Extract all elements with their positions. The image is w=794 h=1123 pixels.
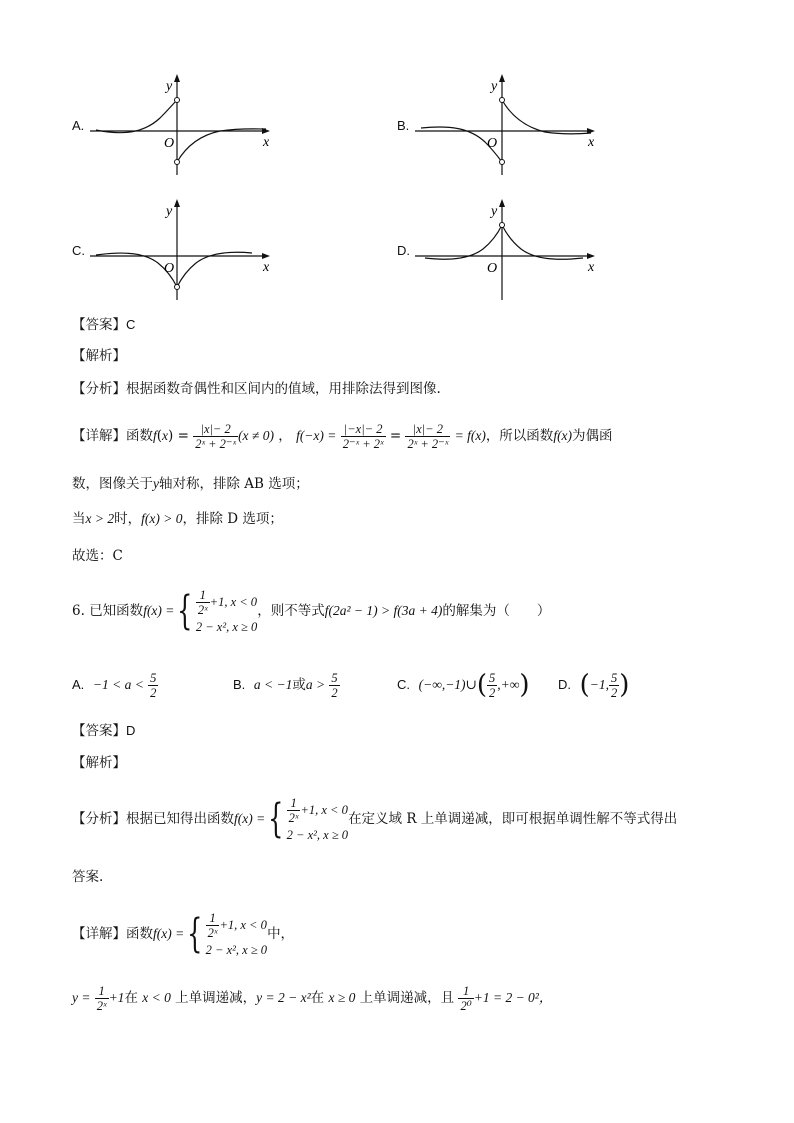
q5-xiangjie-line: 【详解】 函数 f ( x ) = $\frac{|x|- 2}{\text{2ˣ + 2⁻ˣ}}$ (x ≠ 0) ， f(−x) = $\frac{|-x|- 2}{\text{2⁻ˣ + 2ˣ}}$ = $\frac{|x|- 2}{\text{2ˣ + 2⁻ˣ}}$ = f(x) ，所以函数 f(x) 为偶函: [72, 421, 613, 451]
xj-x: x: [162, 428, 169, 443]
option-b-label: B.: [397, 118, 410, 133]
q5-fenxi: [72, 380, 441, 398]
xj-fmx: f(−x) =: [296, 428, 337, 443]
q5-analysis-tag: 【解析】: [72, 348, 126, 364]
answer-value: C: [126, 317, 136, 332]
q5-line3: 当x > 2时，f(x) > 0，排除 D 选项；: [72, 511, 283, 527]
q5-answer: [72, 316, 135, 334]
xj-fx-end: = f(x): [454, 428, 486, 443]
q6-fenxi-c: 答案.: [72, 869, 104, 885]
fraction-3: $\frac{|x|- 2}{\text{2ˣ + 2⁻ˣ}}$: [407, 421, 449, 451]
graph-d: [415, 195, 605, 305]
fraction-2: $\frac{|-x|- 2}{\text{2⁻ˣ + 2ˣ}}$: [342, 421, 384, 451]
piecewise-cases: $\frac{1}{\text{2ˣ}}$ +1, x < 0 2 − x², x ≥ 0: [195, 587, 258, 634]
xj-cond: (x ≠ 0): [238, 428, 274, 443]
xiangjie-tag: 【详解】: [72, 428, 126, 444]
xj-f: f: [153, 428, 157, 443]
q6-number: 6.: [72, 603, 85, 619]
q6-answer: 【答案】D: [72, 723, 136, 739]
y-axis-label: y: [491, 79, 498, 94]
q5-line2: 数，图像关于y轴对称，排除 AB 选项；: [72, 476, 309, 492]
y-axis-label: y: [491, 204, 498, 219]
q6-stem: 6. 已知函数 f(x) = { $\frac{1}{\text{2ˣ}}$ +1, x < 0 2 − x², x ≥ 0 ，则不等式 f(2a² − 1) > f(3a + 4) 的解集为（ ）: [72, 587, 551, 634]
q6-option-c[interactable]: C. (−∞,−1)∪ ( $\frac{5}{2}$ ,+∞ ): [397, 670, 530, 700]
q6-option-d[interactable]: D. ( −1, $\frac{5}{2}$ ): [558, 670, 630, 700]
q6-option-a[interactable]: A. −1 < a < $\frac{5}{2}$: [72, 670, 157, 700]
x-axis-label: x: [588, 260, 595, 275]
x-axis-label: x: [588, 135, 595, 150]
origin-label: O: [487, 261, 498, 276]
option-d-label: D.: [397, 243, 410, 258]
x-axis-label: x: [263, 135, 270, 150]
graph-b: [415, 70, 605, 180]
answer-tag: 【答案】: [72, 317, 126, 333]
q5-line4: 故选：C: [72, 548, 123, 564]
origin-label: O: [164, 136, 175, 151]
xj-tail: ，所以函数: [485, 428, 554, 444]
graph-c: [90, 195, 280, 305]
q6-analysis-tag: 【解析】: [72, 755, 126, 771]
q6-last-line: y = $\frac{1}{\text{2ˣ}}$ +1 在 x < 0 上单调递减， y = 2 − x² 在 x ≥ 0 上单调递减，且 $\frac{1}{\text{2⁰}}$ +1 = 2 − 0²，: [72, 983, 553, 1013]
y-axis-label: y: [166, 79, 173, 94]
q6-xiangjie: 【详解】 函数 f(x) = { $\frac{1}{\text{2ˣ}}$ +1, x < 0 2 − x², x ≥ 0 中，: [72, 910, 295, 957]
y-axis-label: y: [166, 204, 173, 219]
fenxi-tag: 【分析】: [72, 381, 126, 397]
x-axis-label: x: [263, 260, 270, 275]
q6-fenxi: 【分析】 根据已知得出函数 f(x) = { $\frac{1}{\text{2ˣ}}$ +1, x < 0 2 − x², x ≥ 0 在定义域 R 上单调递减，即可根据单调性解不等式得出: [72, 795, 678, 842]
q6-option-b[interactable]: B. a < −1 或 a > $\frac{5}{2}$: [233, 670, 338, 700]
origin-label: O: [487, 136, 498, 151]
xj-tail-fx: f(x): [553, 428, 573, 443]
xj-tail2: 为偶函: [572, 428, 613, 444]
fraction-1: $\frac{|x|- 2}{\text{2ˣ + 2⁻ˣ}}$: [195, 421, 237, 451]
graph-a: [90, 70, 280, 180]
option-a-label: A.: [72, 118, 85, 133]
origin-label: O: [164, 261, 175, 276]
option-c-label: C.: [72, 243, 85, 258]
xj-func: 函数: [126, 428, 153, 444]
fenxi-text: 根据函数奇偶性和区间内的值域，用排除法得到图像.: [126, 381, 441, 397]
